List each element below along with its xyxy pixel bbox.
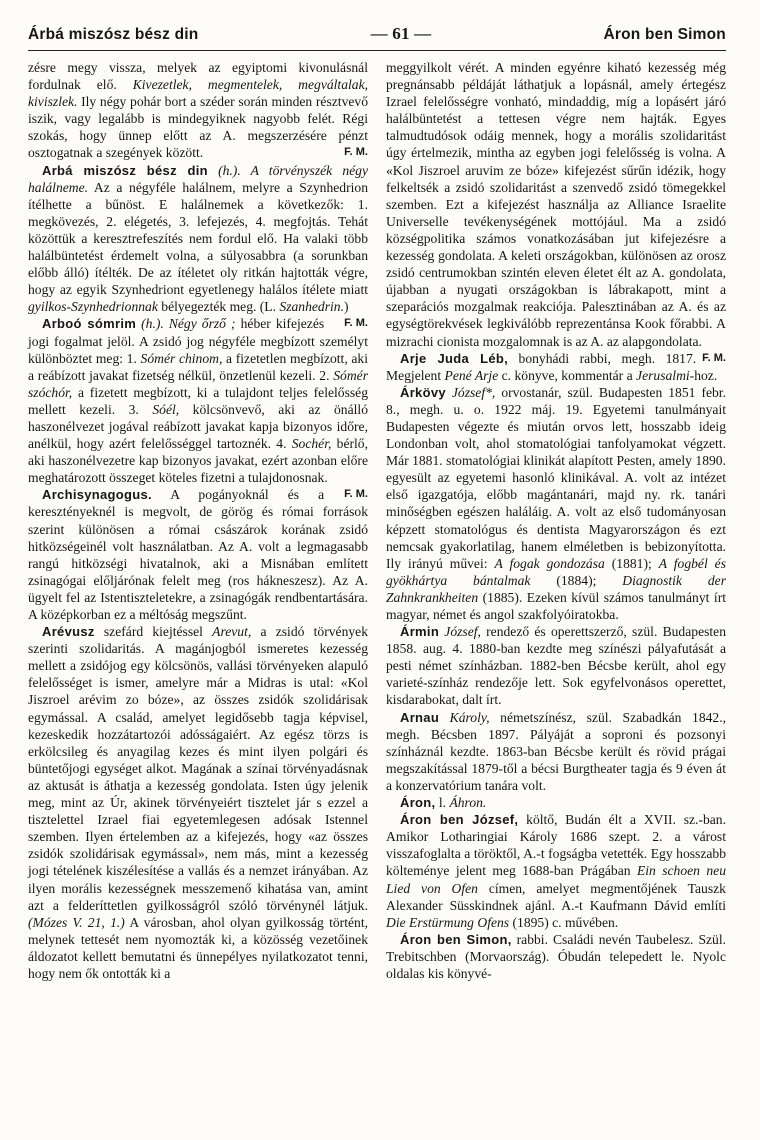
entry-text: bérlő, aki haszonélvezetre kap bizonyos javakat, ezért azonban előre meghatározott összeget köteles fizetni a tulajdonosnak. — [28, 436, 368, 486]
entry-headword: Ármin — [400, 624, 440, 640]
italic-text: (h.). Négy őrző ; — [136, 316, 236, 332]
italic-text: Áhron. — [449, 795, 487, 811]
entry-text: l. — [435, 795, 450, 811]
entry-headword: Árkövy — [400, 384, 446, 400]
entry-headword: Arévusz — [42, 624, 95, 640]
dictionary-entry — [386, 350, 726, 384]
dictionary-entry — [386, 931, 726, 982]
dictionary-entry — [386, 623, 726, 708]
running-head-right: Áron ben Simon — [603, 26, 726, 43]
entry-text: költő, Budán élt a XVII. sz.-ban. Amikor Lotharingiai Károly 1686 szept. 2. a várost visszafoglalta a töröktől, A.-t fogságba vetették. Egy hosszabb költeménye jelent meg 1688-ban Prágában — [386, 812, 726, 879]
italic-text: Sochér, — [291, 436, 332, 452]
italic-text: Kivezetlek, megmentelek, megváltalak, kiviszlek. — [28, 77, 369, 110]
italic-text: Die Erstürmung Ofens — [386, 914, 510, 930]
italic-text: Károly, — [439, 709, 490, 725]
entry-headword: Arbá miszósz bész din — [42, 162, 208, 178]
entry-text: címen, amelyet megmentőjének Tauszk Alexander Süsskindnek ajánl. A.-t Kaufmann Dávid említi — [386, 880, 726, 913]
entry-text: a fizetett megbízott, ki a tulajdont teljes felelősség mellett kezeli. 3. — [28, 384, 368, 417]
entry-text: rendező és operettszerző, szül. Budapesten 1858. aug. 4. 1880-ban kezdte meg színészi pályafutását a pesti német színházban. 1882-ben Bécsbe került, ahol egy varieté-színház rendezője lett. Sok egyfelvonásos operettet, kisdarabokat, dalt írt. — [386, 624, 726, 708]
italic-text: Jerusalmi — [636, 367, 690, 383]
running-head-left: Árbá miszósz bész din — [28, 26, 199, 43]
italic-text: gyilkos-Szynhedrionnak — [28, 299, 158, 315]
entry-text: németszínész, szül. Szabadkán 1842., megh. Bécsben 1897. Pályáját a soproni és pozsonyi színháznál kezdte. 1863-ban Bécsbe került és rövid prágai megszakítással 1879-től a bécsi Burgtheater tagja és 9 éven át a konzervatórium tanára volt. — [386, 709, 727, 793]
entry-text: c. könyve, kommentár a — [498, 367, 637, 383]
italic-text: Ein schoen neu Lied von Ofen — [386, 863, 726, 896]
entry-headword: Áron ben Simon, — [400, 931, 512, 947]
header-rule — [28, 50, 726, 51]
italic-text: József, — [439, 624, 481, 640]
entry-text: orvostanár, szül. Budapesten 1851 febr. 8., megh. u. o. 1922 máj. 19. Egyetemi tanulmányait Budapesten végezte és miután orvos lett, hosszabb ideig Londonban volt, ahol stomatológiai tanfolyamokat végzett. Már 1881. stomatológiai klinikát alapított Pesten, amely 1890. egyesült az egyetemi hasonló klinikával. A. volt az intézet első igazgatója, előbb magántanári, majd ny. rk. tanári minőségben egészen haláláig. A. volt az első tudományosan képzett stomatológus és dentista Magyarországon és ezt nemcsak gyakorlatilag, hanem elméletben is bebizonyította. Ily irányú művei: — [386, 384, 726, 571]
entry-text: héber kifejezés jogi fogalmat jelöl. A zsidó jog négyféle megbízott személyt különböztet meg: 1. — [28, 316, 368, 366]
entry-text: a fizetetlen megbízott, aki a reábízott javakat fizetség nélkül, önzetlenül kezeli. 2. — [28, 350, 368, 383]
entry-text: Ily négy pohár bort a széder során minden résztvevő iszik, vagy legalább is mindegyiknek nagyobb felét. Régi szokás, hogy ünnep előtt az A. megszerzésére pénzt osztogatnak a szegények között. — [28, 94, 368, 161]
entry-headword: Arboó sómrim — [42, 316, 137, 332]
italic-text: Sóél, — [152, 401, 180, 417]
author-signature: F. M. — [344, 146, 368, 159]
entry-text: -hoz. — [689, 367, 718, 383]
entry-text: zésre megy vissza, melyek az egyiptomi kivonulásnál fordulnak elő. — [28, 60, 368, 93]
dictionary-entry — [28, 59, 368, 162]
italic-text: A fogbél és gyökhártya bántalmak — [386, 555, 727, 588]
author-signature: F. M. — [344, 317, 368, 330]
entry-text: bélyegezték meg. (L. — [157, 299, 280, 315]
dictionary-entry — [386, 794, 726, 811]
italic-text: Pené Arje — [444, 367, 499, 383]
italic-text: Diagnostik der Zahnkrankheiten — [386, 572, 726, 605]
italic-text: Sómér szóchór, — [28, 367, 368, 400]
entry-text: a zsidó törvények szerinti szolidaritás. A magánjogból ismeretes kezesség mellett a zsidójog egy kölcsönös, vallási törvényeken alapuló felelősséget is ismer, amelyre már a Midras is utal: «Kol Jiszroel arévim zo bóze», az összes zsidók szolidárisak egymással. A család, amelyet legidősebb tagja képvisel, kezeskedik hozzátartozói adósságaiért. Az egész törzs is erkölcsileg és anyagilag kezes és mint ilyen polgári és büntetőjogi egységet alkot. Magának a színai törvényadásnak az aktusát is áthatja a kezesség gondolata. Isten úgy jelenik meg, mint az Úr, akinek törvényeiért tisztelet jár s ezzel a tisztelettel Izrael fiai egyetemlegesen adósak Istennel szemben. Ilyen értelemben az a kifejezés, hogy «az összes zsidók szolidárisak egymással», nem más, mint a kezesség jogi tételének kiszélesítése a vallás és a nemzet irányában. Az ilyen morális kezességnek messzemenő kihatása van, amint azt a felderíttetlen gyilkosságról szóló törvénynél látjuk. — [28, 624, 368, 913]
entry-text: (1884); — [530, 572, 623, 588]
entry-headword: Áron ben József, — [400, 812, 519, 828]
author-signature: F. M. — [702, 351, 726, 364]
entry-text: rabbi. Családi nevén Taubelesz. Szül. Trebitschben (Morvaország). Óbudán telepedett le. Nyolc oldalas kis könyvé- — [386, 931, 727, 981]
entry-headword: Archisynagogus. — [42, 487, 152, 503]
italic-text: Sómér chinom, — [140, 350, 223, 366]
italic-text: (h.). A törvényszék négy halálneme. — [28, 162, 368, 195]
italic-text: Arevut, — [212, 624, 252, 640]
right-column — [386, 59, 726, 982]
entry-text: (1895) c. művében. — [509, 914, 619, 930]
entry-text: A pogányoknál és a keresztényeknél is megvolt, de görög és római források szerint különösen a római császárok korának zsidó hitközségeinél volt használatban. Az A. volt a legmagasabb rangú hitközségi hivatalnok, aki a Misnában említett zsinagógai előljárónak felelt meg (ros hákneszesz). Az A. ügyelt fel az Istentiszteletekre, a zsinagógák rendbentartására. A középkorban ez a méltóság megszűnt. — [28, 487, 368, 622]
text-columns — [28, 59, 726, 982]
entry-text: A városban, ahol olyan gyilkosság történt, melynek tettesét nem nyomozták ki, a közösség vezetőinek áldozatot kellett bemutatni és ünnepélyes nyilatkozatot tenni, hogy nem ők ontották ki a — [28, 914, 368, 981]
entry-text: Az a négyféle halálnem, melyre a Szynhedrion ítélhette a bűnöst. E halálnemek a következők: 1. megkövezés, 2. elégetés, 3. lefejezés, 4. megfojtás. Tehát közöttük a keresztrefeszítés nem fordul elő. Ha valaki több halálbüntetést érdemelt volna, a súlyosabbra (a sorunkban előbb álló) ítélték. De az ítéletet oly ritkán hajtották végre, hogy az egyik Szynhedriont egyetlenegy halálos ítélete miatt — [28, 179, 368, 298]
dictionary-entry — [28, 486, 368, 623]
entry-text: szefárd kiejtéssel — [94, 624, 213, 640]
dictionary-entry — [386, 811, 726, 931]
left-column — [28, 59, 368, 982]
italic-text: Szanhedrin. — [279, 299, 344, 315]
italic-text: József*, — [445, 384, 496, 400]
author-signature: F. M. — [344, 488, 368, 501]
entry-text: bonyhádi rabbi, megh. 1817. Megjelent — [386, 350, 697, 383]
dictionary-entry — [386, 384, 726, 623]
entry-headword: Arnau — [400, 709, 440, 725]
entry-headword: Áron, — [400, 795, 436, 811]
entry-text: kölcsönvevő, aki az önálló haszonélvezet jogával reábízott javakat kapja bizonyos időre, anélkül, hogy azért felelősséggel tartoznék. 4. — [28, 401, 368, 452]
entry-text: (1885). Ezeken kívül számos tanulmányt írt magyar, német és angol szakfolyóiratokba. — [386, 589, 726, 622]
italic-text: A fogak gondozása — [494, 555, 605, 571]
italic-text: (Mózes V. 21, 1.) — [28, 914, 125, 930]
running-head — [28, 24, 726, 46]
dictionary-entry — [386, 709, 726, 794]
page-number: — 61 — — [370, 24, 432, 43]
entry-text: (1881); — [604, 555, 659, 571]
entry-text: meggyilkolt vérét. A minden egyénre kiható kezesség még pregnánsabb példáját láthatjuk a lopásnál, amely értegész Izrael felelősségre vonható, mindaddig, míg a lopásért járó halálbüntetést a tettesen végre nem hajták. Egyes talmudtudósok odáig mennek, hogy a morális szolidaritást úgy értelmezik, mintha az egyben jogi felelősség is volna. A «Kol Jiszroel aruvim ze bóze» kifejezést sűrűn idézik, hogy felkeltsék a zsidó szolidaritást a szenvedő zsidó tömegekkel szemben. Ezt a kifejezést használja az Alliance Israelite Universelle tevékenységének mottójául. Ma a zsidó községpolitika számos vonatkozásában jut kifejezésre a kezesség gondolata. A keleti országokban, különösen az orosz zsidó centrumokban szintén eleven életet élt az A. gondolata, újabban a nyugati országokban is lábrakapott, mint a szeparációs mozgalmak reakciója. Palesztinában az A. és az egységtörekvések legkiválóbb reprezentánsa Kook főrabbi. A mizrachi cionista mozgalomnak is az A. az alapgondolata. — [386, 60, 726, 349]
dictionary-entry — [28, 623, 368, 982]
entry-text: ) — [344, 299, 349, 315]
entry-headword: Arje Juda Léb, — [400, 350, 509, 366]
